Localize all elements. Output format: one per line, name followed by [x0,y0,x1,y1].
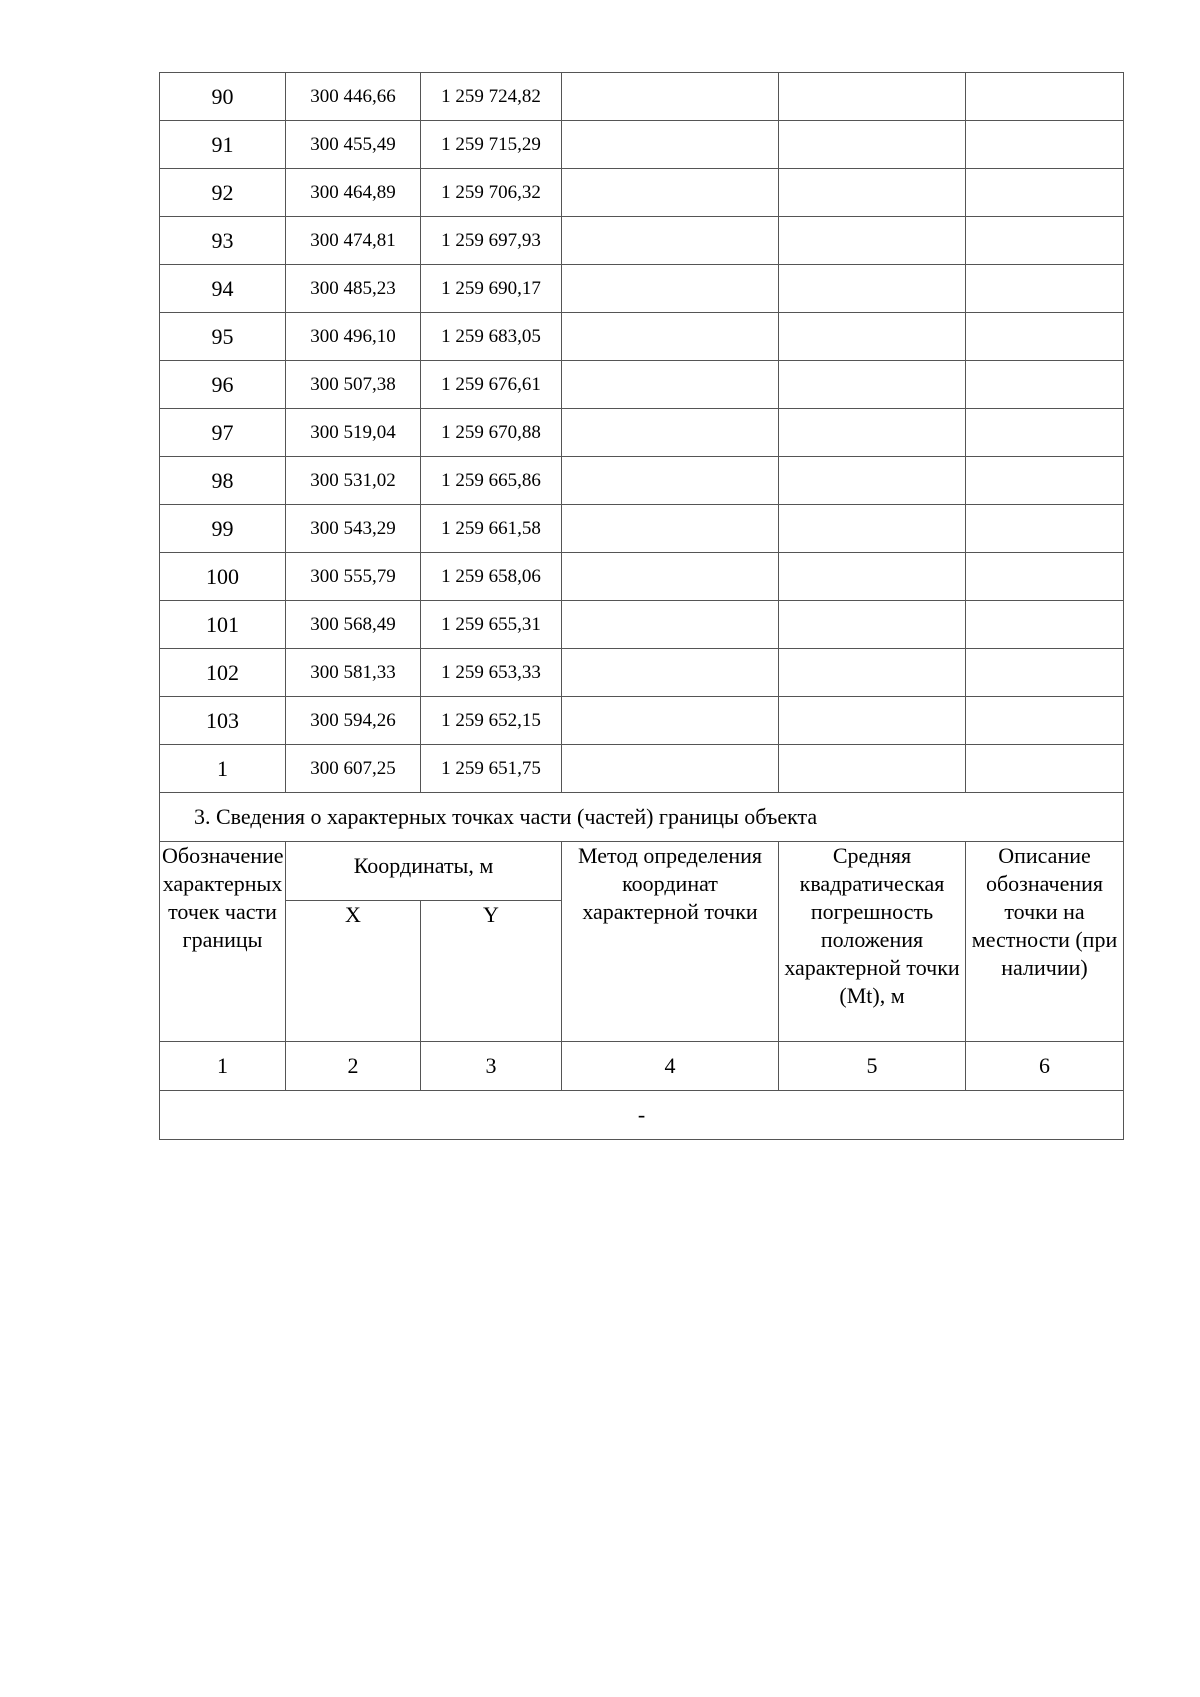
empty-cell [779,265,966,313]
empty-cell [966,313,1124,361]
empty-marker: - [160,1091,1124,1140]
coordinate-x: 300 594,26 [286,697,421,745]
empty-cell [966,265,1124,313]
coordinate-x: 300 507,38 [286,361,421,409]
coordinate-y: 1 259 697,93 [421,217,562,265]
empty-cell [562,265,779,313]
empty-cell [966,169,1124,217]
empty-cell [779,409,966,457]
point-number: 97 [160,409,286,457]
empty-cell [966,745,1124,793]
empty-cell [779,505,966,553]
empty-cell [779,361,966,409]
table-row [160,457,1124,505]
coordinate-y: 1 259 665,86 [421,457,562,505]
empty-cell [562,313,779,361]
empty-cell [779,313,966,361]
table-row [160,505,1124,553]
column-number: 6 [966,1042,1124,1091]
coordinate-x: 300 474,81 [286,217,421,265]
table-row [160,553,1124,601]
point-number: 94 [160,265,286,313]
header-x: X [286,901,421,1042]
empty-cell [779,217,966,265]
empty-cell [562,73,779,121]
point-number: 96 [160,361,286,409]
empty-cell [779,169,966,217]
empty-cell [779,697,966,745]
table-row [160,361,1124,409]
point-number: 1 [160,745,286,793]
empty-cell [562,457,779,505]
empty-cell [779,553,966,601]
empty-cell [966,121,1124,169]
section3-title: 3. Сведения о характерных точках части (частей) границы объекта [160,793,1124,842]
empty-cell [562,121,779,169]
empty-cell [562,649,779,697]
empty-cell [966,73,1124,121]
empty-cell [966,217,1124,265]
coordinate-x: 300 496,10 [286,313,421,361]
coordinate-y: 1 259 683,05 [421,313,562,361]
empty-cell [779,649,966,697]
coordinate-x: 300 455,49 [286,121,421,169]
column-number: 3 [421,1042,562,1091]
table-row [160,121,1124,169]
coordinate-y: 1 259 655,31 [421,601,562,649]
coordinate-x: 300 446,66 [286,73,421,121]
empty-cell [966,409,1124,457]
empty-cell [966,505,1124,553]
coordinate-x: 300 485,23 [286,265,421,313]
table-row [160,313,1124,361]
section3 [160,793,1124,1140]
empty-cell [779,121,966,169]
coordinate-x: 300 581,33 [286,649,421,697]
coordinate-y: 1 259 676,61 [421,361,562,409]
empty-cell [966,361,1124,409]
coordinate-x: 300 464,89 [286,169,421,217]
table-row [160,601,1124,649]
point-number: 99 [160,505,286,553]
coordinate-y: 1 259 651,75 [421,745,562,793]
coordinate-y: 1 259 661,58 [421,505,562,553]
empty-cell [562,553,779,601]
coordinate-y: 1 259 690,17 [421,265,562,313]
coordinate-y: 1 259 670,88 [421,409,562,457]
column-number: 1 [160,1042,286,1091]
coordinate-x: 300 519,04 [286,409,421,457]
empty-cell [562,409,779,457]
coordinate-y: 1 259 706,32 [421,169,562,217]
point-number: 93 [160,217,286,265]
empty-cell [966,697,1124,745]
coordinate-x: 300 555,79 [286,553,421,601]
table-row [160,649,1124,697]
points-body [160,73,1124,793]
coordinate-x: 300 543,29 [286,505,421,553]
table-row [160,73,1124,121]
empty-cell [966,601,1124,649]
point-number: 98 [160,457,286,505]
empty-cell [562,217,779,265]
point-number: 100 [160,553,286,601]
point-number: 91 [160,121,286,169]
point-number: 92 [160,169,286,217]
empty-cell [966,457,1124,505]
coordinate-y: 1 259 715,29 [421,121,562,169]
table-row [160,409,1124,457]
column-numbers-row [160,1042,1124,1091]
header-error: Средняя квадратическая погрешность положения характерной точки (Mt), м [779,842,966,1042]
section3-header-row [160,842,1124,901]
coordinate-x: 300 607,25 [286,745,421,793]
point-number: 101 [160,601,286,649]
header-y: Y [421,901,562,1042]
empty-cell [562,745,779,793]
empty-cell [562,361,779,409]
empty-cell [779,601,966,649]
coordinate-y: 1 259 652,15 [421,697,562,745]
point-number: 95 [160,313,286,361]
point-number: 90 [160,73,286,121]
empty-cell [562,169,779,217]
section3-title-row [160,793,1124,842]
coordinate-y: 1 259 653,33 [421,649,562,697]
column-number: 4 [562,1042,779,1091]
empty-cell [562,697,779,745]
empty-cell [779,745,966,793]
table-row [160,745,1124,793]
table-row [160,169,1124,217]
empty-cell [779,73,966,121]
column-number: 2 [286,1042,421,1091]
empty-cell [562,505,779,553]
coordinate-y: 1 259 724,82 [421,73,562,121]
table-row [160,265,1124,313]
empty-cell [562,601,779,649]
coordinate-x: 300 531,02 [286,457,421,505]
header-coordinates: Координаты, м [286,842,562,901]
header-method: Метод определения координат характерной точки [562,842,779,1042]
boundary-points-table [159,72,1124,1140]
coordinate-x: 300 568,49 [286,601,421,649]
point-number: 102 [160,649,286,697]
empty-cell [779,457,966,505]
empty-cell [966,553,1124,601]
coordinate-y: 1 259 658,06 [421,553,562,601]
empty-data-row [160,1091,1124,1140]
point-number: 103 [160,697,286,745]
header-designation: Обозначение характерных точек части границы [160,842,286,1042]
empty-cell [966,649,1124,697]
table-row [160,697,1124,745]
column-number: 5 [779,1042,966,1091]
table-row [160,217,1124,265]
header-description: Описание обозначения точки на местности (при наличии) [966,842,1124,1042]
